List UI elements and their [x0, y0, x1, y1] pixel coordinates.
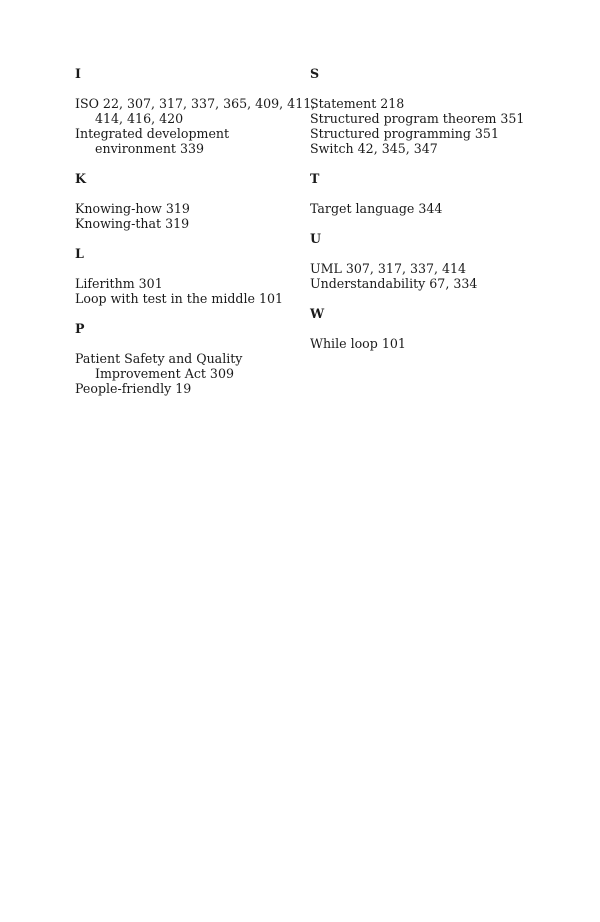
section-letter: P [75, 321, 85, 336]
entry-line: Loop with test in the middle 101 [75, 291, 283, 306]
index-entry [310, 276, 530, 291]
entry-line: Structured programming 351 [310, 126, 499, 141]
entry-line: UML 307, 317, 337, 414 [310, 261, 467, 276]
section-letter: W [310, 306, 325, 321]
index-entry [310, 126, 530, 141]
index-column-left [75, 66, 316, 411]
index-entry [75, 381, 300, 396]
entry-line: Understandability 67, 334 [310, 276, 478, 291]
entry-line: Statement 218 [310, 96, 405, 111]
entry-line: ISO 22, 307, 317, 337, 365, 409, 411, [75, 96, 316, 111]
entry-line-continued: Improvement Act 309 [95, 366, 234, 381]
section-letter: S [310, 66, 320, 81]
index-entry [75, 291, 300, 306]
index-section-i [75, 66, 316, 156]
index-section-p [75, 321, 300, 396]
index-section-s [310, 66, 530, 156]
index-entry [75, 96, 316, 126]
index-section-t [310, 171, 530, 216]
entry-line: While loop 101 [310, 336, 406, 351]
entry-line: Target language 344 [310, 201, 443, 216]
entry-line: Integrated development [75, 126, 230, 141]
index-entry [75, 126, 300, 156]
index-column-right [310, 66, 530, 366]
entry-line: Switch 42, 345, 347 [310, 141, 438, 156]
index-entry [310, 336, 530, 351]
entry-line: Structured program theorem 351 [310, 111, 525, 126]
index-entry [75, 201, 300, 216]
section-letter: K [75, 171, 86, 186]
index-entry [310, 201, 530, 216]
index-section-u [310, 231, 530, 291]
entry-line: Knowing-that 319 [75, 216, 190, 231]
index-entry [310, 111, 530, 126]
section-letter: I [75, 66, 81, 81]
entry-line: People-friendly 19 [75, 381, 192, 396]
index-entry [75, 276, 300, 291]
entry-line-continued: 414, 416, 420 [95, 111, 184, 126]
index-entry [75, 351, 300, 381]
entry-line-continued: environment 339 [95, 141, 205, 156]
index-entry [310, 96, 530, 111]
entry-line: Knowing-how 319 [75, 201, 190, 216]
entry-line: Liferithm 301 [75, 276, 163, 291]
section-letter: T [310, 171, 320, 186]
section-letter: U [310, 231, 321, 246]
index-section-w [310, 306, 530, 351]
index-entry [310, 261, 530, 276]
index-section-k [75, 171, 300, 231]
section-letter: L [75, 246, 84, 261]
entry-line: Patient Safety and Quality [75, 351, 243, 366]
index-section-l [75, 246, 300, 306]
index-entry [75, 216, 300, 231]
index-entry [310, 141, 530, 156]
